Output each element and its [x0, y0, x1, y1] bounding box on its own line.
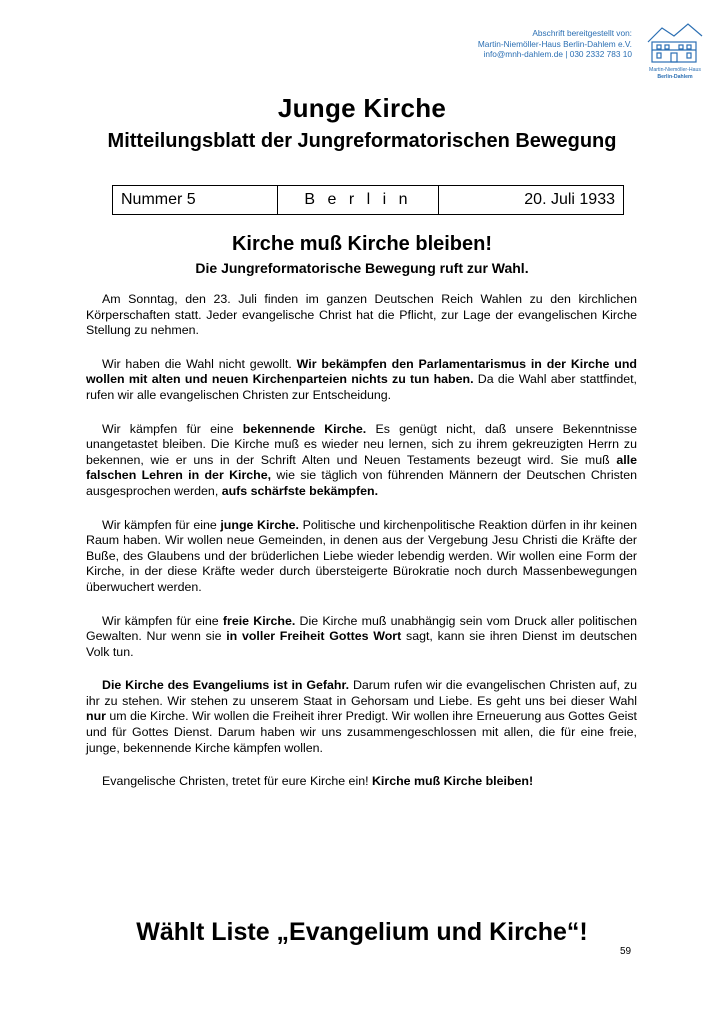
body-text-run: Es genügt nicht, daß unsere Bekenntnisse unangetastet bleiben. Die Kirche muß es wieder neu lernen, sich zu ihrem gekreuzigten Herrn zu bekennen, wie er uns in der Schrift Alten und Neuen Testaments bezeugt wird. Sie muß: [86, 421, 637, 467]
newsletter-title: Junge Kirche: [277, 93, 447, 123]
paragraph: [86, 614, 637, 661]
body-text-run: Wir haben die Wahl nicht gewollt.: [102, 356, 297, 371]
emphasis-text: junge Kirche.: [220, 517, 299, 532]
emphasis-text: Wir bekämpfen den Parlamentarismus in der Kirche und wollen mit alten und neuen Kirchenparteien nichts zu tun haben.: [86, 356, 637, 387]
logo-text: Martin-Niemöller-Haus: [649, 67, 701, 73]
paragraph: [86, 518, 637, 596]
article-headline: Kirche muß Kirche bleiben!: [231, 233, 493, 255]
issue-info-table: [112, 185, 624, 215]
paragraph: [86, 774, 637, 790]
article-body: [86, 292, 637, 808]
paragraph: [86, 678, 637, 756]
call-to-action: Wählt Liste „Evangelium und Kirche“!: [136, 918, 588, 946]
issue-date: 20. Juli 1933: [439, 186, 624, 215]
emphasis-text: in voller Freiheit Gottes Wort: [226, 629, 402, 644]
paragraph: [86, 357, 637, 404]
body-text-run: Wir kämpfen für eine: [102, 613, 223, 628]
source-note-line: Martin-Niemöller-Haus Berlin-Dahlem e.V.: [477, 38, 632, 49]
article-subheadline: Die Jungreformatorische Bewegung ruft zur Wahl.: [195, 260, 529, 276]
emphasis-text: freie Kirche.: [222, 613, 296, 628]
issue-number: Nummer 5: [113, 186, 278, 215]
issue-place: B e r l i n: [278, 186, 439, 215]
source-note: [470, 28, 632, 60]
emphasis-text: bekennende Kirche.: [242, 421, 367, 436]
body-text-run: Politische und kirchenpolitische Reaktion dürfen in ihr keinen Raum haben. Wir wollen neue Gemeinden, in denen aus der Vergebung Jesu Christi die Kräfte der Buße, des Glaubens und der brüderlichen Liebe wieder lebendig werden. Wir wollen eine Form der Kirche, in der diese Kräfte weder durch übersteigerte Bürokratie noch durch Massenbewegungen überwuchert werden.: [86, 517, 637, 594]
body-text-run: wie sie täglich von führenden Männern der Deutschen Christen ausgesprochen werden,: [86, 468, 637, 498]
body-text-run: Da die Wahl aber stattfindet, rufen wir alle evangelischen Christen zur Entscheidung.: [86, 372, 638, 402]
body-text-run: Wir kämpfen für eine: [102, 517, 221, 532]
house-logo-icon: [644, 20, 706, 80]
source-note-line: Abschrift bereitgestellt von:: [532, 28, 632, 38]
body-text-run: Wir kämpfen für eine: [102, 421, 243, 436]
emphasis-text: Kirche muß Kirche bleiben!: [371, 774, 534, 789]
emphasis-text: nur: [86, 709, 106, 724]
body-text-run: um die Kirche. Wir wollen die Freiheit ihrer Predigt. Wir wollen ihre Erneuerung aus Gottes Geist und für Gottes Dienst. Darum haben wir uns zusammengeschlossen mit allen, die für eine freie, junge, bekennende Kirche kämpfen wollen.: [86, 709, 637, 755]
body-text-run: Die Kirche muß unabhängig sein vom Druck aller politischen Gewalten. Nur wenn sie: [86, 613, 637, 644]
paragraph: [86, 422, 637, 500]
emphasis-text: Die Kirche des Evangeliums ist in Gefahr.: [102, 678, 350, 693]
paragraph: [86, 292, 637, 339]
page-number: 59: [620, 946, 632, 957]
emphasis-text: aufs schärfste bekämpfen.: [221, 483, 379, 498]
source-note-line: info@mnh-dahlem.de | 030 2332 783 10: [483, 49, 632, 60]
body-text-run: Evangelische Christen, tretet für eure Kirche ein!: [102, 774, 372, 789]
body-text-run: Darum rufen wir die evangelischen Christen auf, zu ihr zu stehen. Wir stehen zu unserem Staat in Gehorsam und Liebe. Es geht uns bei dieser Wahl: [86, 678, 637, 708]
logo-text: Berlin-Dahlem: [657, 74, 693, 80]
body-text-run: sagt, kann sie ihren Dienst im deutschen Volk tun.: [86, 629, 637, 659]
emphasis-text: alle falschen Lehren in der Kirche,: [86, 452, 637, 483]
newsletter-subtitle: Mitteilungsblatt der Jungreformatorischen Bewegung: [107, 130, 617, 152]
body-text-run: Am Sonntag, den 23. Juli finden im ganzen Deutschen Reich Wahlen zu den kirchlichen Körperschaften statt. Jeder evangelische Christ hat die Pflicht, zur Lage der evangelischen Kirche Stellung zu nehmen.: [86, 292, 637, 338]
